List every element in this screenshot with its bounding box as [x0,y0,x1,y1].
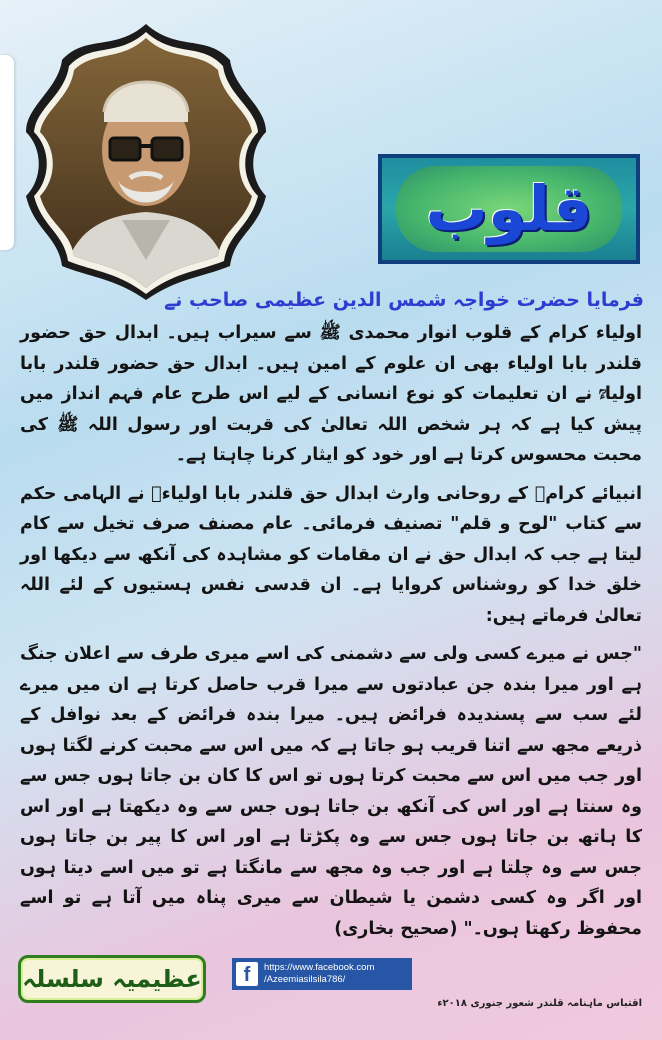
paragraph-3-hadith: "جس نے میرے کسی ولی سے دشمنی کی اسے میری طرف سے اعلان جنگ ہے اور میرا بندہ جن عبادتوں سے میرا قرب حاصل کرتا ہے ان میں میرے لئے سب سے پسندیدہ فرائض ہیں۔ میرا بندہ فرائض کے بعد نوافل کے ذریعے مجھ سے اتنا قریب ہو جاتا ہے کہ میں اس سے محبت کرنے لگتا ہوں اور جب میں اس سے محبت کرتا ہوں تو اس کا کان بن جاتا ہوں جس سے وہ سنتا ہے اور اس کی آنکھ بن جاتا ہوں جس سے وہ دیکھتا ہے اور اس کا ہاتھ بن جاتا ہوں جس سے وہ پکڑتا ہے اور اس کا پیر بن جاتا ہوں جس سے وہ چلتا ہے اور جب وہ مجھ سے مانگتا ہے تو میں اسے دیتا ہوں اور اگر وہ کسی دشمن یا شیطان سے میری پناہ میں آتا ہے تو اسے محفوظ رکھتا ہوں۔" (صحیح بخاری) [20,644,642,939]
portrait-frame [22,20,270,302]
source-citation: اقتباس ماہنامہ قلندر شعور جنوری ۲۰۱۸ء [437,998,642,1009]
azeemia-logo [18,955,206,1003]
facebook-page: /Azeemiasilsila786/ [264,974,346,985]
facebook-icon: f [236,962,258,986]
side-edge-tab [0,55,14,250]
page-title: قلوب [425,172,593,245]
paragraph-1: اولیاء کرام کے قلوب انوار محمدی ﷺ سے سیراب ہیں۔ ابدال حق حضور قلندر بابا اولیاء بھی ان علوم کے امین ہیں۔ ابدال حق حضور قلندر بابا اولیاءؒ نے ان تعلیمات کو نوع انسانی کے لیے اس طرح عام فہم انداز میں پیش کیا ہے کہ ہر شخص اللہ تعالیٰ کی قربت اور رسول اللہ ﷺ کی محبت محسوس کرتا ہے اور خود کو ایثار کرنا چاہتا ہے۔ [20,323,642,465]
facebook-link[interactable] [232,958,412,990]
article-body [20,318,642,952]
paragraph-2: انبیائے کرامؑ کے روحانی وارث ابدال حق قلندر بابا اولیاءؒ نے الہامی حکم سے کتاب "لوح و قلم" تصنیف فرمائی۔ عام مصنف صرف تخیل سے کام لیتا ہے جب کہ ابدال حق نے ان مقامات کو مشاہدہ کی آنکھ سے دیکھا اور خلق خدا کو روشناس کروایا ہے۔ ان قدسی نفس ہستیوں کے لئے اللہ تعالیٰ فرماتے ہیں: [20,483,642,626]
logo-text: عظیمیہ سلسلہ [22,965,202,993]
facebook-url: https://www.facebook.com [264,962,375,973]
portrait-image [22,20,270,302]
quote-attribution: فرمایا حضرت خواجہ شمس الدین عظیمی صاحب نے [164,289,644,311]
title-panel [378,154,640,264]
title-inner-badge [396,166,622,252]
